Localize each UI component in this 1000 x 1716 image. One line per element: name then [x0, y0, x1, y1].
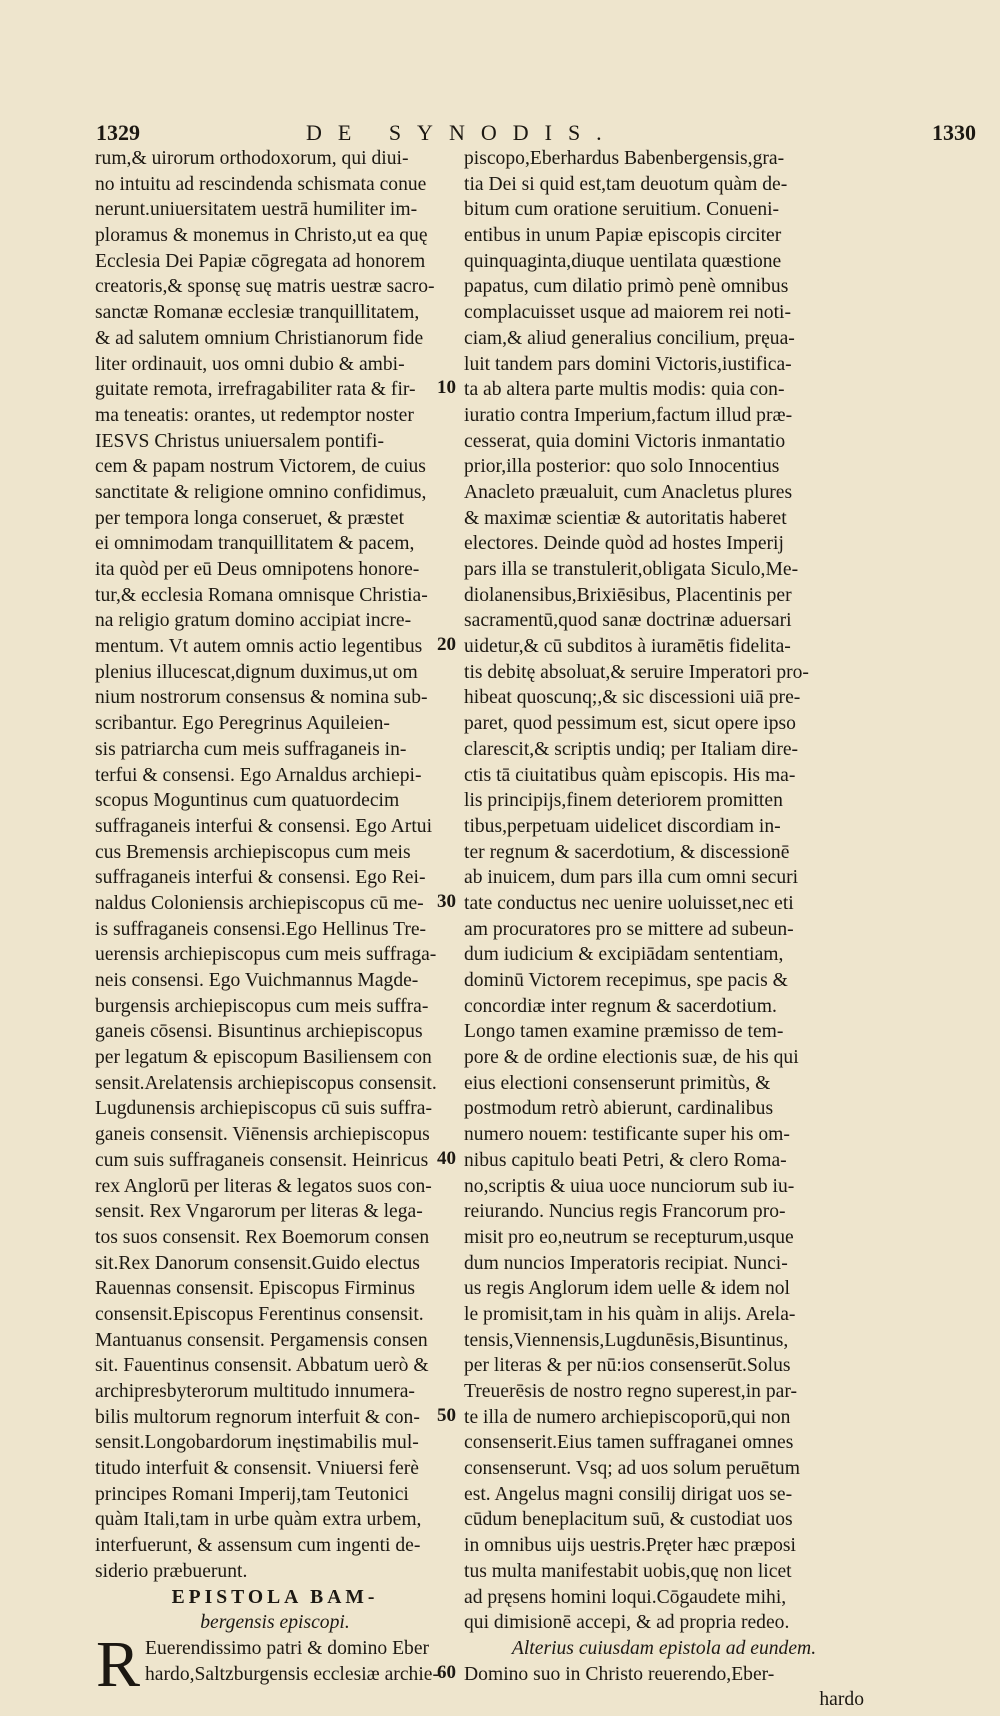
text-line: uerensis archiepiscopus cum meis suffraga- — [95, 944, 437, 966]
text-line: tibus,perpetuam uidelicet discordiam in- — [464, 815, 781, 837]
text-line: liter ordinauit, uos omni dubio & ambi- — [95, 353, 405, 375]
right-column — [464, 146, 864, 1713]
text-line: consenserit.Eius tamen suffraganei omnes — [464, 1432, 794, 1454]
text-line: sensit.Arelatensis archiepiscopus consensit. — [95, 1072, 437, 1094]
text-line: no,scriptis & uiua uoce nunciorum sub iu- — [464, 1175, 795, 1197]
text-line: am procuratores pro se mittere ad subeun- — [464, 918, 794, 940]
text-line: burgensis archiepiscopus cum meis suffra- — [95, 995, 429, 1017]
text-line: Lugdunensis archiepiscopus cū suis suffra- — [95, 1098, 433, 1120]
text-line: cum suis suffraganeis consensit. Heinricus — [95, 1149, 429, 1171]
text-line: cus Bremensis archiepiscopus cum meis — [95, 841, 411, 863]
text-line: rex Anglorū per literas & legatos suos con- — [95, 1175, 432, 1197]
text-line: tur,& ecclesia Romana omnisque Christia- — [95, 584, 428, 606]
text-line: ter regnum & sacerdotium, & discessionē — [464, 841, 790, 863]
text-line: sit. Fauentinus consensit. Abbatum uerò & — [95, 1355, 429, 1377]
text-line: ganeis cōsensi. Bisuntinus archiepiscopus — [95, 1021, 423, 1043]
text-line: per tempora longa conseruet, & præstet — [95, 507, 405, 529]
text-line: per literas & per nū:ios consenserūt.Solus — [464, 1355, 791, 1377]
text-line: IESVS Christus uniuersalem pontifi- — [95, 430, 384, 452]
text-line: hibeat quoscunq;,& sic discessioni uiā pre- — [464, 687, 801, 709]
text-line: eius electioni consenserunt primitùs, & — [464, 1072, 771, 1094]
epistola-opening-line: hardo,Saltzburgensis ecclesiæ archie- — [145, 1663, 439, 1685]
text-line: nerunt.uniuersitatem uestrā humiliter im- — [95, 199, 418, 221]
text-line: ita quòd per eū Deus omnipotens honore- — [95, 559, 420, 580]
text-line: naldus Coloniensis archiepiscopus cū me- — [95, 892, 424, 914]
text-line: clarescit,& scriptis undiq; per Italiam dire- — [464, 738, 799, 760]
text-line: neis consensi. Ego Vuichmannus Magde- — [95, 970, 419, 991]
text-line: ma teneatis: orantes, ut redemptor noster — [95, 404, 414, 426]
text-line: is suffraganeis consensi.Ego Hellinus Tre- — [95, 918, 427, 940]
text-line: sit.Rex Danorum consensit.Guido electus — [95, 1252, 420, 1274]
text-line: Mantuanus consensit. Pergamensis consen — [95, 1329, 428, 1351]
line-number: 60 — [437, 1662, 456, 1684]
text-line: archipresbyterorum multitudo innumera- — [95, 1381, 415, 1402]
text-line: tate conductus nec uenire uoluisset,nec eti — [464, 892, 794, 914]
text-line: te illa de numero archiepiscoporū,qui non — [464, 1406, 791, 1428]
text-line: lis principijs,finem deteriorem promitten — [464, 790, 783, 812]
epistola-subtitle: bergensis episcopi. — [200, 1612, 350, 1634]
text-line: Anacleto præualuit, cum Anacletus plures — [464, 481, 793, 503]
catchword: hardo — [819, 1689, 864, 1711]
text-line: ciam,& aliud generalius concilium, pręua- — [464, 327, 795, 349]
page-number-right: 1330 — [932, 120, 976, 145]
text-line: ctis tā ciuitatibus quàm episcopis. His ma- — [464, 764, 796, 786]
text-line: sensit.Longobardorum inęstimabilis mul- — [95, 1432, 419, 1454]
text-line: sensit. Rex Vngarorum per literas & lega- — [95, 1201, 423, 1223]
text-line: numero nouem: testificante super his om- — [464, 1124, 790, 1146]
text-line: diolanensibus,Brixiēsibus, Placentinis per — [464, 584, 792, 606]
text-line: suffraganeis interfui & consensi. Ego Artui — [95, 815, 433, 837]
text-line: tia Dei si quid est,tam deuotum quàm de- — [464, 173, 788, 195]
text-line: complacuisset usque ad maiorem rei noti- — [464, 302, 792, 324]
next-letter-title: Alterius cuiusdam epistola ad eundem. — [511, 1637, 817, 1659]
text-line: ad pręsens homini loqui.Cōgaudete mihi, — [464, 1586, 787, 1608]
line-number: 10 — [437, 377, 456, 399]
text-line: creatoris,& sponsę suę matris uestræ sacro- — [95, 276, 435, 298]
text-line: qui dimisionē accepi, & ad propria redeo. — [464, 1612, 790, 1634]
text-line: Domino suo in Christo reuerendo,Eber- — [464, 1663, 775, 1685]
text-line: tus multa manifestabit uobis,quę non licet — [464, 1560, 792, 1582]
text-line: concordiæ inter regnum & sacerdotium. — [464, 995, 777, 1017]
page-number-left: 1329 — [96, 120, 140, 145]
text-line: prior,illa posterior: quo solo Innocentius — [464, 456, 780, 478]
text-line: ganeis consensit. Viēnensis archiepiscopus — [95, 1124, 430, 1146]
text-line: Treuerēsis de nostro regno superest,in par- — [464, 1381, 797, 1402]
text-line: ei omnimodam tranquillitatem & pacem, — [95, 533, 415, 555]
text-line: suffraganeis interfui & consensi. Ego Rei- — [95, 867, 426, 889]
text-line: pars illa se transtulerit,obligata Siculo,Me- — [464, 559, 799, 580]
text-line: tensis,Viennensis,Lugdunēsis,Bisuntinus, — [464, 1329, 789, 1351]
text-line: consensit.Episcopus Ferentinus consensit. — [95, 1303, 424, 1325]
text-line: Longo tamen examine præmisso de tem- — [464, 1021, 784, 1043]
drop-cap: R — [96, 1627, 141, 1701]
text-line: cesserat, quia domini Victoris inmantatio — [464, 430, 786, 452]
text-line: misit pro eo,neutrum se recepturum,usque — [464, 1226, 794, 1248]
text-line: scribantur. Ego Peregrinus Aquileien- — [95, 713, 390, 735]
text-line: uidetur,& cū subditos à iuramētis fidelita- — [464, 636, 791, 658]
line-number: 20 — [437, 634, 456, 656]
text-line: tos suos consensit. Rex Boemorum consen — [95, 1226, 430, 1248]
text-line: mentum. Vt autem omnis actio legentibus — [95, 636, 423, 658]
text-line: principes Romani Imperij,tam Teutonici — [95, 1483, 409, 1505]
text-line: sanctitate & religione omnino confidimus, — [95, 481, 427, 503]
text-line: & ad salutem omnium Christianorum fide — [95, 327, 424, 349]
text-line: sanctæ Romanæ ecclesiæ tranquillitatem, — [95, 302, 420, 324]
text-line: per legatum & episcopum Basiliensem con — [95, 1047, 432, 1069]
epistola-opening-line: Euerendissimo patri & domino Eber — [145, 1637, 430, 1659]
text-line: luit tandem pars domini Victoris,iustifica- — [464, 353, 792, 375]
text-line: & maximæ scientiæ & autoritatis haberet — [464, 507, 787, 529]
text-line: in omnibus uijs uestris.Pręter hæc præposi — [464, 1535, 796, 1557]
text-line: iuratio contra Imperium,factum illud præ- — [464, 404, 793, 426]
text-line: titudo interfuit & consensit. Vniuersi ferè — [95, 1458, 419, 1480]
text-line: no intuitu ad rescindenda schismata conue — [95, 173, 427, 195]
text-line: cem & papam nostrum Victorem, de cuius — [95, 456, 426, 478]
text-line: quàm Itali,tam in urbe quàm extra urbem, — [95, 1509, 422, 1531]
text-line: scopus Moguntinus cum quatuordecim — [95, 790, 400, 812]
line-number: 30 — [437, 891, 456, 913]
text-line: bilis multorum regnorum interfuit & con- — [95, 1406, 420, 1428]
text-line: tis debitę absoluat,& seruire Imperatori pro- — [464, 661, 809, 683]
text-line: cūdum beneplacitum suū, & custodiat uos — [464, 1509, 793, 1531]
text-line: terfui & consensi. Ego Arnaldus archiepi- — [95, 764, 422, 786]
text-line: dum iudicium & excipiādam sententiam, — [464, 944, 784, 966]
text-line: Ecclesia Dei Papiæ cōgregata ad honorem — [95, 250, 426, 272]
text-line: interfuerunt, & assensum cum ingenti de- — [95, 1535, 421, 1557]
text-line: reiurando. Nuncius regis Francorum pro- — [464, 1201, 786, 1223]
text-line: postmodum retrò abierunt, cardinalibus — [464, 1098, 774, 1120]
text-line: sacramentū,quod sanæ doctrinæ aduersari — [464, 610, 792, 632]
text-line: ta ab altera parte multis modis: quia con- — [464, 379, 785, 401]
text-line: quinquaginta,diuque uentilata quæstione — [464, 250, 782, 272]
text-line: dum nuncios Imperatoris recipiat. Nunci- — [464, 1252, 788, 1274]
epistola-title: EPISTOLA BAM- — [171, 1586, 379, 1608]
line-number: 40 — [437, 1148, 456, 1170]
text-line: guitate remota, irrefragabiliter rata & fir- — [95, 379, 416, 401]
line-number: 50 — [437, 1405, 456, 1427]
text-line: le promisit,tam in his quàm in alijs. Arela- — [464, 1303, 796, 1325]
left-column — [95, 146, 455, 1687]
text-line: nium nostrorum consensus & nomina sub- — [95, 687, 428, 709]
text-line: est. Angelus magni consilij dirigat uos se- — [464, 1483, 793, 1505]
text-line: na religio gratum domino accipiat incre- — [95, 610, 412, 632]
text-line: papatus, cum dilatio primò penè omnibus — [464, 276, 789, 298]
text-line: plenius illucescat,dignum duximus,ut om — [95, 661, 418, 683]
text-line: Rauennas consensit. Episcopus Firminus — [95, 1278, 416, 1300]
text-line: rum,& uirorum orthodoxorum, qui diui- — [95, 148, 409, 169]
text-line: bitum cum oratione seruitium. Conueni- — [464, 199, 780, 221]
text-line: paret, quod pessimum est, sicut opere ipso — [464, 713, 796, 735]
running-title: DE SYNODIS. — [306, 120, 618, 145]
text-line: entibus in unum Papiæ episcopis circiter — [464, 225, 782, 247]
text-line: siderio præbuerunt. — [95, 1560, 248, 1582]
text-line: nibus capitulo beati Petri, & clero Roma- — [464, 1149, 787, 1171]
text-line: electores. Deinde quòd ad hostes Imperij — [464, 533, 784, 555]
text-line: ab inuicem, dum pars illa cum omni securi — [464, 867, 799, 889]
text-line: piscopo,Eberhardus Babenbergensis,gra- — [464, 148, 785, 169]
text-line: ploramus & monemus in Christo,ut ea quę — [95, 225, 428, 247]
text-line: dominū Victorem recepimus, spe pacis & — [464, 970, 788, 991]
text-line: pore & de ordine electionis suæ, de his qui — [464, 1047, 799, 1069]
text-line: sis patriarcha cum meis suffraganeis in- — [95, 738, 407, 760]
text-line: consenserunt. Vsq; ad uos solum peruētum — [464, 1458, 800, 1480]
text-line: us regis Anglorum idem uelle & idem nol — [464, 1278, 790, 1300]
